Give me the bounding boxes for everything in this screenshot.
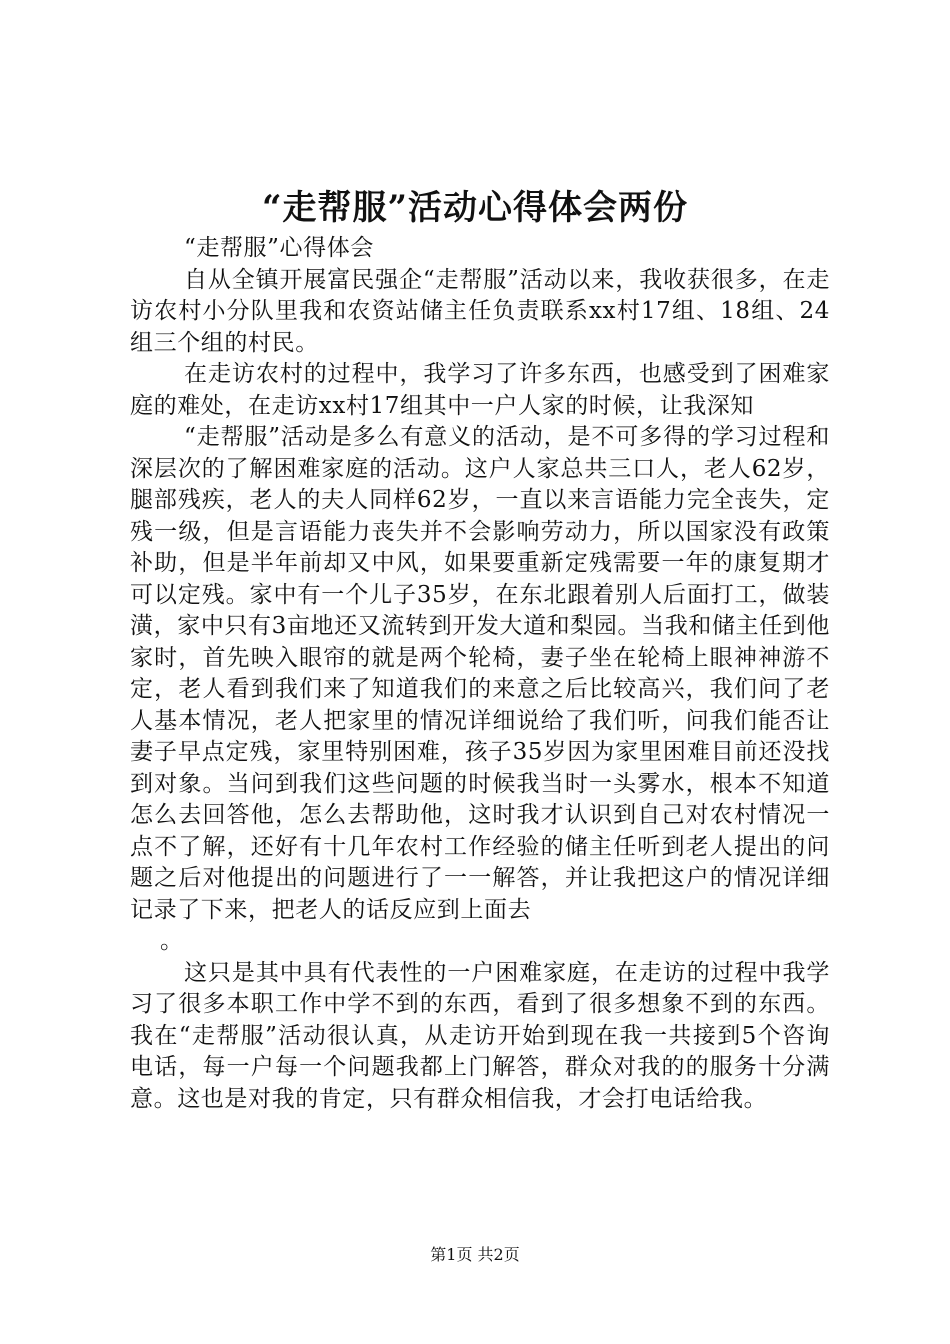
document-body [130,233,830,1115]
paragraph-period: 。 [160,928,184,954]
paragraph: “走帮服”活动是多么有意义的活动，是不可多得的学习过程和深层次的了解困难家庭的活动。这户人家总共三口人，老人62岁，腿部残疾，老人的夫人同样62岁，一直以来言语能力完全丧失，定残一级，但是言语能力丧失并不会影响劳动力，所以国家没有政策补助，但是半年前却又中风，如果要重新定残需要一年的康复期才可以定残。家中有一个儿子35岁，在东北跟着别人后面打工，做装潢，家中只有3亩地还又流转到开发大道和梨园。当我和储主任到他家时，首先映入眼帘的就是两个轮椅，妻子坐在轮椅上眼神神游不定，老人看到我们来了知道我们的来意之后比较高兴，我们问了老人基本情况，老人把家里的情况详细说给了我们听，问我们能否让妻子早点定残，家里特别困难，孩子35岁因为家里困难目前还没找到对象。当问到我们这些问题的时候我当时一头雾水，根本不知道怎么去回答他，怎么去帮助他，这时我才认识到自己对农村情况一点不了解，还好有十几年农村工作经验的储主任听到老人提出的问题之后对他提出的问题进行了一一解答，并让我把这户的情况详细记录了下来，把老人的话反应到上面去 [130,424,830,923]
paragraph: 这只是其中具有代表性的一户困难家庭，在走访的过程中我学习了很多本职工作中学不到的东西，看到了很多想象不到的东西。我在“走帮服”活动很认真，从走访开始到现在我一共接到5个咨询电话，每一户每一个问题我都上门解答，群众对我的的服务十分满意。这也是对我的肯定，只有群众相信我，才会打电话给我。 [130,959,830,1112]
paragraph: 自从全镇开展富民强企“走帮服”活动以来，我收获很多，在走访农村小分队里我和农资站储主任负责联系xx村17组、18组、24组三个组的村民。 [130,266,830,356]
section-subtitle: “走帮服”心得体会 [184,235,374,261]
page-footer: 第1页 共2页 [430,1245,520,1264]
paragraph: 在走访农村的过程中，我学习了许多东西，也感受到了困难家庭的难处，在走访xx村17组其中一户人家的时候，让我深知 [130,361,830,419]
document-title: “走帮服”活动心得体会两份 [261,188,689,228]
